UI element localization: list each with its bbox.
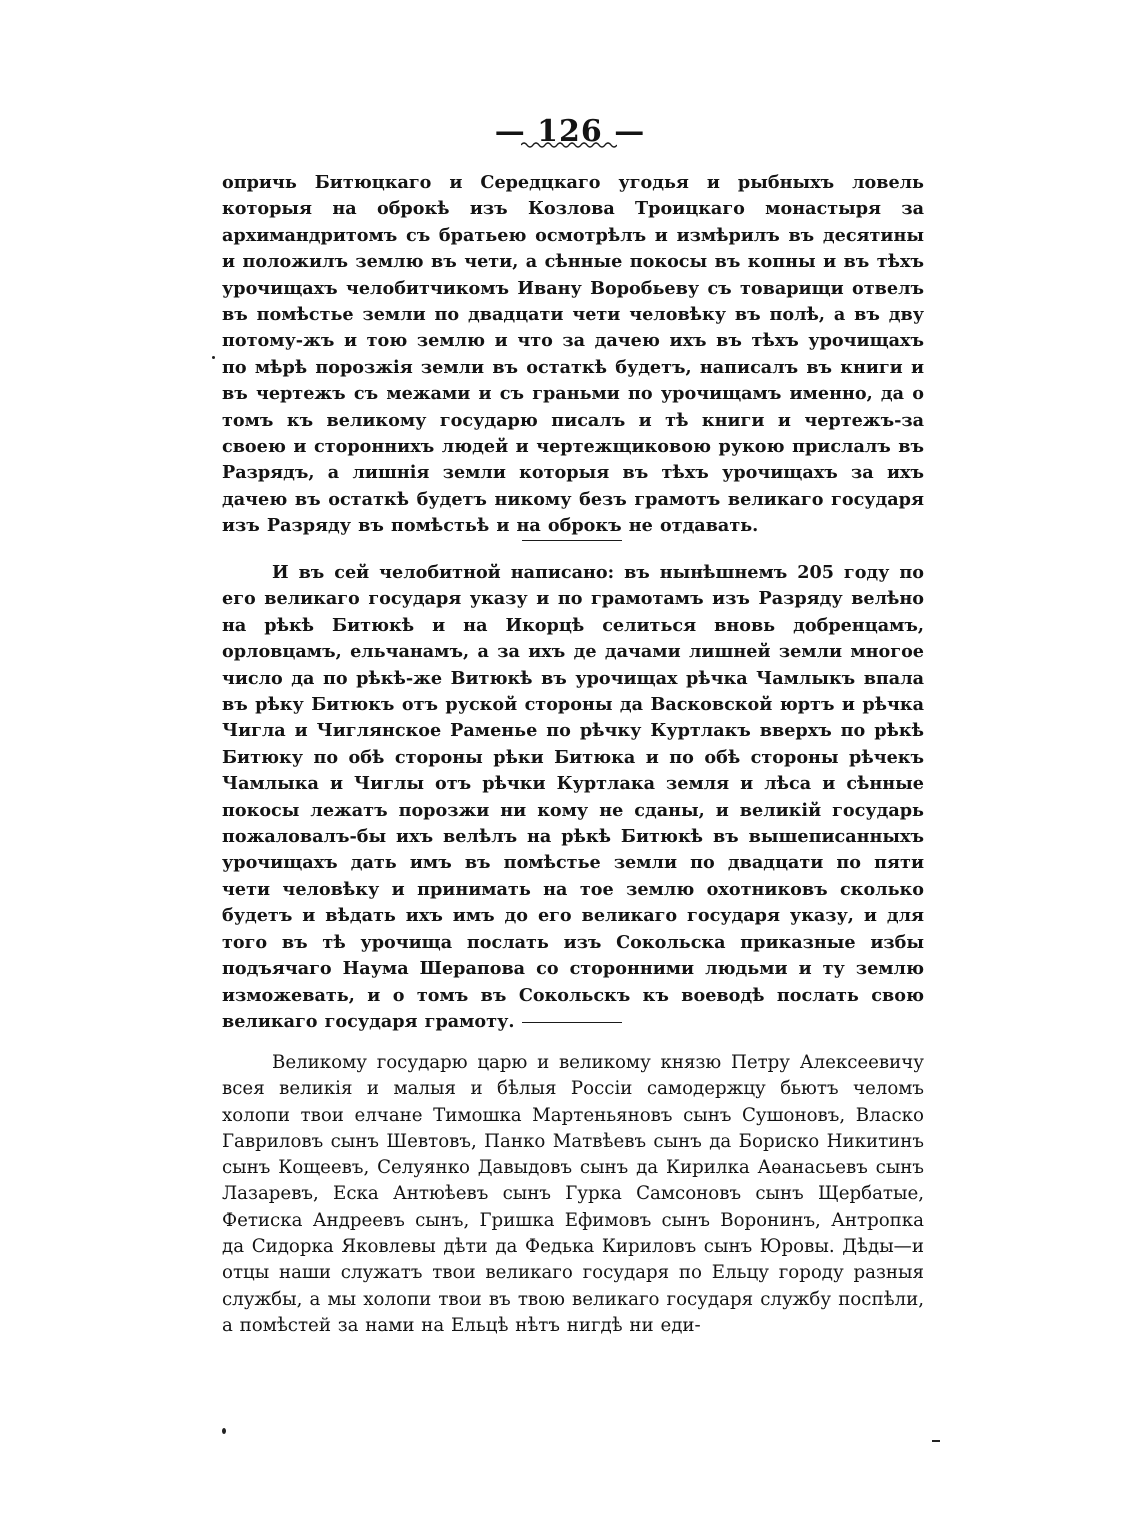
- ink-speck: [222, 1428, 226, 1434]
- paragraph-2: И въ сей челобитной написано: въ нынѣшнемъ 205 году по его великаго государя указу и по грамотамъ изъ Разряду велѣно на рѣкѣ Битюкѣ и на Икорцѣ селиться вновь добренцамъ, орловцамъ, ельчанамъ, а за ихъ де дачами лишней земли многое число да по рѣкѣ-же Витюкѣ въ урочищах рѣчка Чамлыкъ впала въ рѣку Битюкъ отъ руской стороны да Васковской юртъ и рѣчка Чигла и Чиглянское Раменье по рѣчку Куртлакъ вверхъ по рѣкѣ Битюку по обѣ стороны рѣки Битюка и по обѣ стороны рѣчекъ Чамлыка и Чиглы отъ рѣчки Куртлака земля и лѣса и сѣнные покосы лежатъ порозжи ни кому не сданы, и великій государь пожаловалъ-бы ихъ велѣлъ на рѣкѣ Битюкѣ въ вышеписанныхъ урочищахъ дать имъ въ помѣстье земли по двадцати по пяти чети человѣку и принимать на тое землю охотниковъ сколько будетъ и вѣдать ихъ имъ до его великаго государя указу, и для того въ тѣ урочища послать изъ Сокольска приказные избы подъячаго Наума Шерапова со сторонними людьми и ту землю изможевать, и о томъ въ Сокольскъ къ воеводѣ послать свою великаго государя грамоту.: [222, 562, 924, 1032]
- paragraph-1: опричь Битюцкаго и Середцкаго угодья и рыбныхъ ловель которыя на оброкѣ изъ Козлова Троицкаго монастыря за архимандритомъ съ братьею осмотрѣлъ и измѣрилъ въ десятины и положилъ землю въ чети, а сѣнные покосы въ копны и въ тѣхъ урочищахъ челобитчикомъ Ивану Воробьеву съ товарищи отвелъ въ помѣстье земли по двадцати чети человѣку въ полѣ, а въ дву потому-жъ и тою землю и что за дачею ихъ въ тѣхъ урочищахъ по мѣрѣ порозжія земли въ остаткѣ будетъ, написалъ въ книги и въ чертежъ съ межами и съ граньми по урочищамъ именно, да о томъ къ великому государю писалъ и тѣ книги и чертежъ-за своею и стороннихъ людей и чертежщиковою рукою прислалъ въ Разрядъ, а лишнія земли которыя въ тѣхъ урочищахъ за ихъ дачею въ остаткѣ будетъ никому безъ грамотъ великаго государя изъ Разряду въ помѣстьѣ и на оброкъ не отдавать.: [222, 172, 924, 537]
- ink-speck: [932, 1440, 940, 1442]
- page-number: — 126 —: [494, 114, 646, 149]
- paragraph-3: Великому государю царю и великому князю Петру Алексеевичу всея великія и малыя и бѣлыя Россіи самодержцу бьютъ челомъ холопи твои елчане Тимошка Мартеньяновъ сынъ Сушоновъ, Власко Гавриловъ сынъ Шевтовъ, Панко Матвѣевъ сынъ да Бориско Никитинъ сынъ Кощеевъ, Селуянко Давыдовъ сынъ да Кирилка Аѳанасьевъ сынъ Лазаревъ, Еска Антюѣевъ сынъ Гурка Самсоновъ сынъ Щербатые, Фетиска Андреевъ сынъ, Гришка Ефимовъ сынъ Воронинъ, Антропка да Сидорка Яковлевы дѣти да Федька Кириловъ сынъ Юровы. Дѣды—и отцы наши служатъ твои великаго государя по Ельцу городу разныя службы, а мы холопи твои въ твою великаго государя службу поспѣли, а помѣстей за нами на Ельцѣ нѣтъ нигдѣ ни еди-: [222, 1052, 924, 1336]
- page-number-wavy-underline: [521, 140, 617, 150]
- paragraph-1-block: [222, 170, 924, 540]
- section-divider-1: [522, 540, 622, 541]
- section-divider-2: [522, 1022, 622, 1023]
- paragraph-3-block: [222, 1050, 924, 1339]
- ink-speck: [212, 356, 215, 359]
- paragraph-2-block: [222, 560, 924, 1035]
